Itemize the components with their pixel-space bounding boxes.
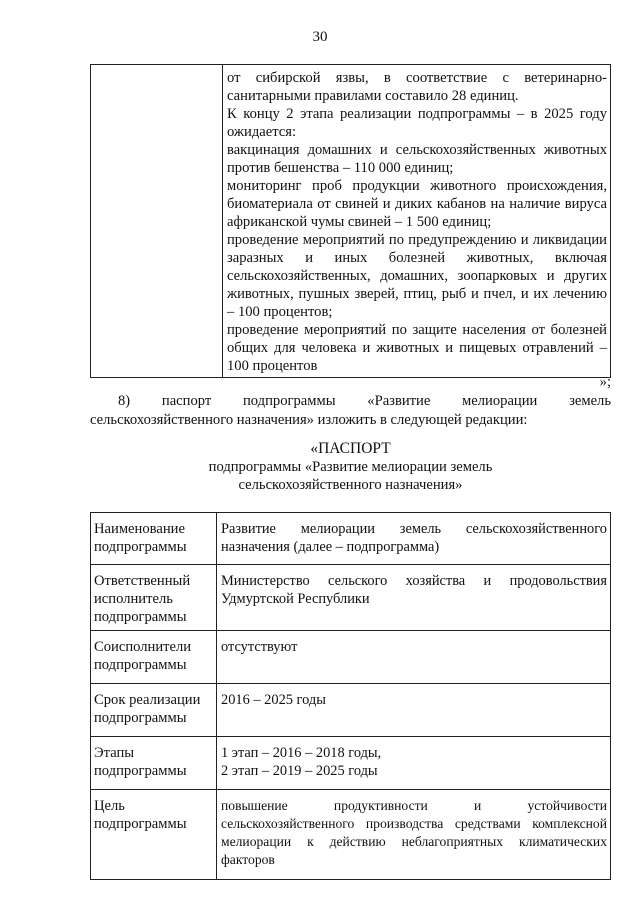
passport-subtitle-line-2: сельскохозяйственного назначения»	[238, 477, 463, 493]
indicators-text-cell	[223, 65, 611, 378]
indicator-paragraph: мониторинг проб продукции животного происхождения, биоматериала от свиней и диких кабанов на наличие вируса африканской чумы свиней – 1 500 единиц;	[227, 178, 607, 230]
amendment-line-1: 8) паспорт подпрограммы «Развитие мелиорации земель	[118, 393, 611, 409]
row-value: отсутствуют	[217, 631, 611, 684]
indicator-paragraph: К концу 2 этапа реализации подпрограммы – в 2025 году ожидается:	[227, 106, 607, 140]
row-label: Наименование подпрограммы	[91, 513, 217, 565]
row-label: Срок реализации подпрограммы	[91, 684, 217, 737]
row-label: Этапы подпрограммы	[91, 737, 217, 790]
stage-line: 1 этап – 2016 – 2018 годы,	[221, 745, 382, 761]
passport-table	[90, 512, 611, 880]
passport-title: «ПАСПОРТ	[310, 440, 391, 457]
table-row	[91, 790, 611, 880]
passport-heading	[90, 440, 611, 494]
continued-indicators-table	[90, 64, 611, 378]
closing-quote: »;	[599, 374, 611, 390]
amendment-paragraph	[90, 392, 611, 430]
row-label: Ответственный исполнитель подпрограммы	[91, 565, 217, 631]
passport-subtitle-line-1: подпрограммы «Развитие мелиорации земель	[208, 459, 493, 475]
amendment-line-2: сельскохозяйственного назначения» изложить в следующей редакции:	[90, 412, 528, 428]
empty-label-cell	[91, 65, 223, 378]
indicator-paragraph: проведение мероприятий по защите населения от болезней общих для человека и животных и пищевых отравлений – 100 процентов	[227, 322, 607, 374]
row-value	[217, 737, 611, 790]
row-value: Министерство сельского хозяйства и продовольствия Удмуртской Республики	[217, 565, 611, 631]
row-value: повышение продуктивности и устойчивости сельскохозяйственного производства средствами комплексной мелиорации к действию неблагоприятных климатических факторов	[217, 790, 611, 880]
row-value: Развитие мелиорации земель сельскохозяйственного назначения (далее – подпрограмма)	[217, 513, 611, 565]
table-row	[91, 737, 611, 790]
indicator-paragraph: вакцинация домашних и сельскохозяйственных животных против бешенства – 110 000 единиц;	[227, 142, 607, 176]
table-row	[91, 684, 611, 737]
row-value: 2016 – 2025 годы	[217, 684, 611, 737]
page-number: 30	[312, 29, 328, 45]
row-label: Цель подпрограммы	[91, 790, 217, 880]
table-row	[91, 631, 611, 684]
indicator-paragraph: от сибирской язвы, в соответствие с ветеринарно-санитарными правилами составило 28 единиц.	[227, 70, 607, 104]
table-row	[91, 513, 611, 565]
table-row	[91, 565, 611, 631]
row-label: Соисполнители подпрограммы	[91, 631, 217, 684]
stage-line: 2 этап – 2019 – 2025 годы	[221, 763, 378, 779]
indicator-paragraph: проведение мероприятий по предупреждению и ликвидации заразных и иных болезней животных, включая сельскохозяйственных, домашних, зоопарковых и других животных, пушных зверей, птиц, рыб и пчел, и их лечению – 100 процентов;	[227, 232, 607, 320]
